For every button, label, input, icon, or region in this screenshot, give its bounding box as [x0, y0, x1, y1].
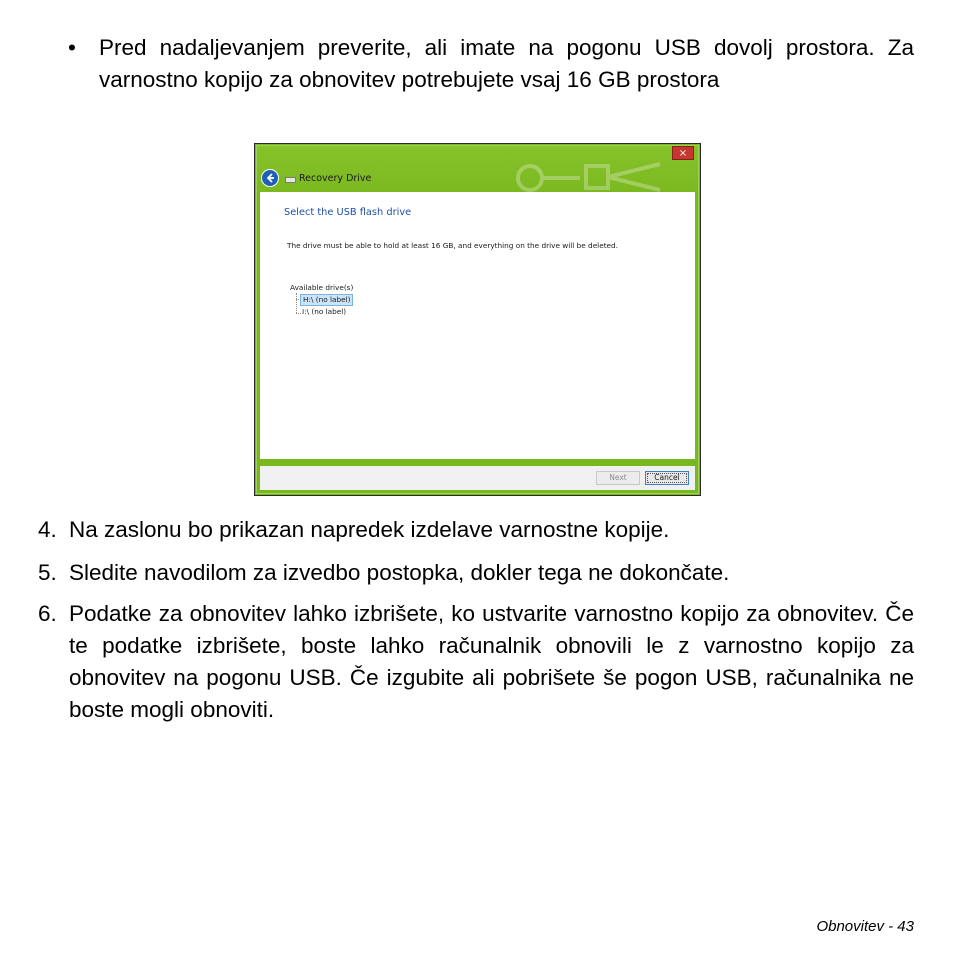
- page-footer: Obnovitev - 43: [816, 918, 914, 935]
- step-number: 5.: [38, 560, 57, 585]
- step-text: Podatke za obnovitev lahko izbrišete, ko ustvarite varnostno kopijo za obnovitev. Če te podatke izbrišete, boste lahko računalnik obnovili le z varnostno kopijo za obnovitev na pogonu USB. Če izgubite ali pobrišete še pogon USB, računalnika ne boste mogli obnoviti.: [69, 601, 914, 722]
- next-button[interactable]: Next: [596, 471, 640, 485]
- dialog-description: The drive must be able to hold at least 16 GB, and everything on the drive will be deleted.: [287, 241, 618, 250]
- dialog-title: Recovery Drive: [299, 173, 372, 184]
- dialog-heading: Select the USB flash drive: [284, 207, 412, 218]
- dialog-footer: [260, 466, 695, 490]
- step-text: Na zaslonu bo prikazan napredek izdelave varnostne kopije.: [69, 517, 670, 542]
- bullet-marker: •: [68, 35, 76, 60]
- step-number: 4.: [38, 517, 57, 542]
- dialog-body: [260, 192, 695, 459]
- step-number: 6.: [38, 601, 57, 626]
- drive-icon: [285, 177, 296, 183]
- step-text: Sledite navodilom za izvedbo postopka, dokler tega ne dokončate.: [69, 560, 730, 585]
- drive-item-h[interactable]: H:\ (no label): [300, 294, 353, 306]
- close-button[interactable]: ×: [672, 146, 694, 160]
- tree-connector: [296, 293, 297, 313]
- dialog-header: [257, 146, 698, 192]
- recovery-drive-dialog: [254, 143, 701, 496]
- arrow-left-icon: [262, 170, 278, 186]
- drive-item-i[interactable]: I:\ (no label): [302, 307, 347, 316]
- back-button[interactable]: [261, 169, 279, 187]
- usb-decoration-icon: [490, 156, 670, 192]
- bullet-paragraph: Pred nadaljevanjem preverite, ali imate na pogonu USB dovolj prostora. Za varnostno kopijo za obnovitev potrebujete vsaj 16 GB prostora: [99, 35, 914, 92]
- available-drives-label: Available drive(s): [290, 283, 354, 292]
- cancel-button[interactable]: Cancel: [645, 471, 689, 485]
